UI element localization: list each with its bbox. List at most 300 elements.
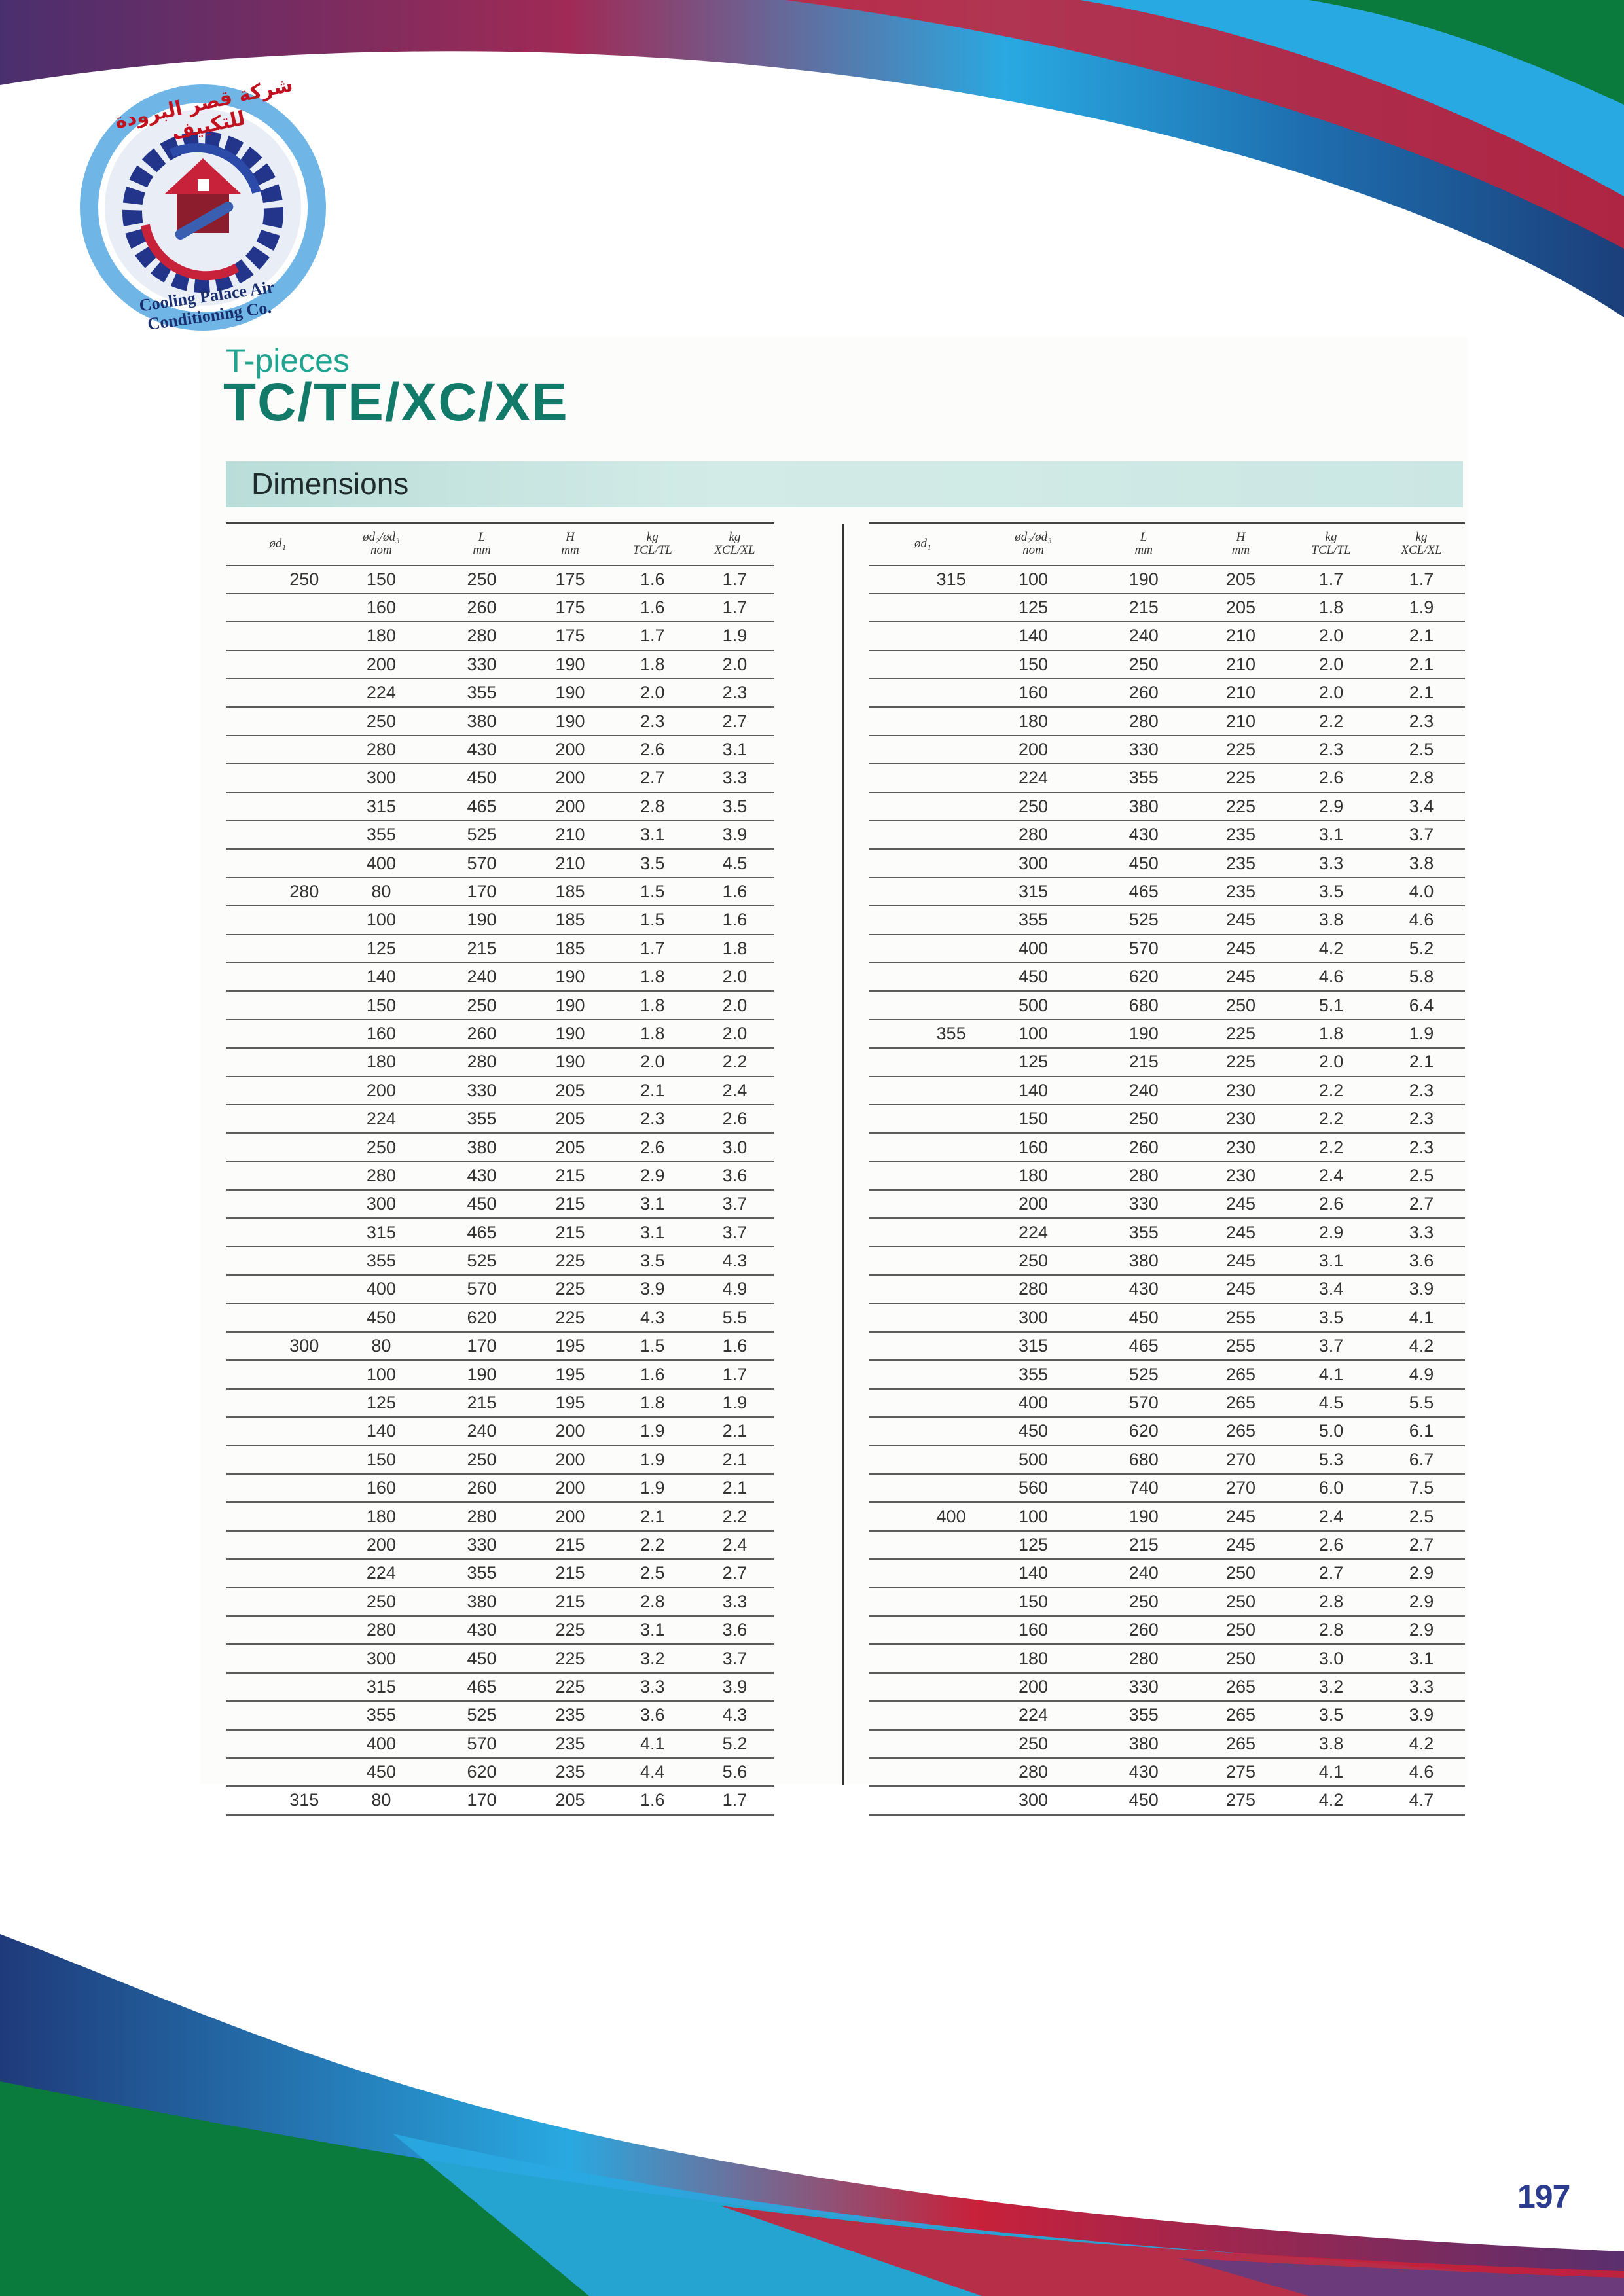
cell-d2-d3: 150 bbox=[977, 651, 1091, 679]
cell-kg-xcl: 2.3 bbox=[1378, 1077, 1465, 1105]
cell-H: 210 bbox=[1197, 622, 1284, 650]
cell-d2-d3: 160 bbox=[329, 1020, 433, 1048]
cell-d1 bbox=[869, 821, 977, 849]
header-kg-xcl: kg XCL/XL bbox=[695, 524, 774, 565]
cell-H: 205 bbox=[531, 1133, 610, 1161]
cell-d1 bbox=[869, 935, 977, 963]
table-row bbox=[226, 793, 774, 821]
cell-d1 bbox=[226, 906, 329, 934]
cell-kg-xcl: 1.7 bbox=[695, 594, 774, 622]
header-d2-d3: ød₂/ød₃ nom bbox=[329, 524, 433, 565]
table-row bbox=[869, 1332, 1465, 1360]
cell-kg-tcl: 3.5 bbox=[1284, 878, 1378, 906]
table-row bbox=[869, 1190, 1465, 1218]
cell-L: 465 bbox=[433, 1673, 531, 1701]
table-row bbox=[226, 1588, 774, 1616]
cell-H: 195 bbox=[531, 1332, 610, 1360]
cell-kg-tcl: 3.8 bbox=[1284, 906, 1378, 934]
cell-kg-xcl: 2.1 bbox=[1378, 1048, 1465, 1076]
table-row bbox=[226, 1673, 774, 1701]
cell-kg-tcl: 3.0 bbox=[1284, 1644, 1378, 1672]
cell-d1 bbox=[869, 1616, 977, 1644]
cell-kg-xcl: 1.6 bbox=[695, 906, 774, 934]
cell-kg-xcl: 3.7 bbox=[695, 1218, 774, 1246]
cell-H: 190 bbox=[531, 651, 610, 679]
cell-kg-tcl: 2.0 bbox=[610, 1048, 695, 1076]
cell-kg-tcl: 2.4 bbox=[1284, 1502, 1378, 1530]
cell-L: 450 bbox=[433, 1190, 531, 1218]
cell-L: 240 bbox=[1090, 1077, 1197, 1105]
table-row bbox=[869, 1673, 1465, 1701]
cell-d2-d3: 200 bbox=[977, 736, 1091, 764]
cell-d1 bbox=[869, 849, 977, 877]
table-row bbox=[226, 1446, 774, 1474]
table-row bbox=[226, 1332, 774, 1360]
cell-d1 bbox=[869, 1701, 977, 1729]
cell-kg-xcl: 3.7 bbox=[1378, 821, 1465, 849]
cell-H: 215 bbox=[531, 1531, 610, 1559]
cell-H: 175 bbox=[531, 622, 610, 650]
cell-kg-tcl: 1.8 bbox=[1284, 594, 1378, 622]
cell-L: 570 bbox=[1090, 1389, 1197, 1417]
cell-d2-d3: 250 bbox=[329, 707, 433, 735]
cell-d1 bbox=[869, 1786, 977, 1814]
cell-kg-xcl: 3.1 bbox=[695, 736, 774, 764]
cell-L: 260 bbox=[433, 594, 531, 622]
table-row bbox=[869, 821, 1465, 849]
cell-H: 215 bbox=[531, 1218, 610, 1246]
cell-kg-xcl: 1.7 bbox=[695, 1360, 774, 1388]
cell-L: 355 bbox=[1090, 764, 1197, 792]
cell-d1 bbox=[869, 679, 977, 707]
cell-kg-xcl: 3.3 bbox=[695, 1588, 774, 1616]
cell-d2-d3: 315 bbox=[329, 1218, 433, 1246]
cell-d2-d3: 150 bbox=[977, 1105, 1091, 1133]
cell-kg-tcl: 2.2 bbox=[1284, 1133, 1378, 1161]
cell-d1 bbox=[226, 821, 329, 849]
header-kg-tcl: kg TCL/TL bbox=[610, 524, 695, 565]
cell-d1 bbox=[869, 1474, 977, 1502]
cell-L: 380 bbox=[1090, 793, 1197, 821]
header-d1: ød₁ bbox=[226, 524, 329, 565]
cell-L: 430 bbox=[1090, 1758, 1197, 1786]
table-row bbox=[869, 1048, 1465, 1076]
cell-L: 620 bbox=[433, 1304, 531, 1332]
cell-H: 200 bbox=[531, 1474, 610, 1502]
cell-kg-tcl: 2.8 bbox=[610, 793, 695, 821]
cell-d1 bbox=[226, 1275, 329, 1303]
cell-kg-xcl: 2.4 bbox=[695, 1077, 774, 1105]
table-row bbox=[226, 991, 774, 1019]
cell-kg-tcl: 4.4 bbox=[610, 1758, 695, 1786]
cell-kg-xcl: 3.3 bbox=[1378, 1673, 1465, 1701]
cell-d2-d3: 500 bbox=[977, 991, 1091, 1019]
cell-H: 190 bbox=[531, 963, 610, 991]
table-row bbox=[869, 1644, 1465, 1672]
cell-d1 bbox=[226, 736, 329, 764]
cell-kg-xcl: 3.6 bbox=[1378, 1247, 1465, 1275]
cell-kg-tcl: 2.5 bbox=[610, 1559, 695, 1587]
header-d1: ød₁ bbox=[869, 524, 977, 565]
cell-L: 525 bbox=[433, 1701, 531, 1729]
cell-d1 bbox=[226, 594, 329, 622]
cell-H: 245 bbox=[1197, 935, 1284, 963]
cell-kg-tcl: 3.4 bbox=[1284, 1275, 1378, 1303]
cell-L: 260 bbox=[1090, 1133, 1197, 1161]
table-row bbox=[869, 1218, 1465, 1246]
cell-L: 570 bbox=[433, 1730, 531, 1758]
dimensions-table-left bbox=[226, 522, 774, 1816]
cell-kg-xcl: 2.1 bbox=[695, 1474, 774, 1502]
cell-kg-xcl: 4.3 bbox=[695, 1701, 774, 1729]
table-row bbox=[226, 1360, 774, 1388]
cell-d2-d3: 300 bbox=[977, 1786, 1091, 1814]
cell-kg-xcl: 5.8 bbox=[1378, 963, 1465, 991]
cell-L: 260 bbox=[433, 1020, 531, 1048]
table-row bbox=[869, 1020, 1465, 1048]
cell-H: 250 bbox=[1197, 1616, 1284, 1644]
cell-d2-d3: 160 bbox=[977, 1616, 1091, 1644]
cell-kg-tcl: 2.1 bbox=[610, 1077, 695, 1105]
cell-L: 250 bbox=[433, 565, 531, 594]
cell-kg-tcl: 1.6 bbox=[610, 594, 695, 622]
cell-kg-tcl: 2.8 bbox=[1284, 1616, 1378, 1644]
cell-kg-xcl: 4.9 bbox=[1378, 1360, 1465, 1388]
cell-kg-xcl: 2.7 bbox=[695, 707, 774, 735]
cell-kg-xcl: 4.5 bbox=[695, 849, 774, 877]
cell-kg-xcl: 4.2 bbox=[1378, 1730, 1465, 1758]
cell-L: 525 bbox=[433, 821, 531, 849]
cell-L: 620 bbox=[1090, 1417, 1197, 1445]
cell-d2-d3: 280 bbox=[977, 1758, 1091, 1786]
table-header-row bbox=[226, 524, 774, 565]
cell-d2-d3: 150 bbox=[329, 565, 433, 594]
cell-kg-tcl: 1.8 bbox=[610, 963, 695, 991]
table-row bbox=[226, 1162, 774, 1190]
table-row bbox=[226, 594, 774, 622]
cell-kg-tcl: 1.5 bbox=[610, 1332, 695, 1360]
cell-kg-xcl: 3.8 bbox=[1378, 849, 1465, 877]
cell-d2-d3: 180 bbox=[977, 1162, 1091, 1190]
cell-d1 bbox=[869, 1190, 977, 1218]
cell-H: 225 bbox=[531, 1616, 610, 1644]
cell-H: 250 bbox=[1197, 1559, 1284, 1587]
table-row bbox=[869, 1105, 1465, 1133]
cell-kg-tcl: 2.7 bbox=[610, 764, 695, 792]
cell-L: 570 bbox=[433, 1275, 531, 1303]
cell-d2-d3: 280 bbox=[329, 736, 433, 764]
table-row bbox=[226, 1275, 774, 1303]
cell-H: 225 bbox=[1197, 1048, 1284, 1076]
cell-L: 450 bbox=[1090, 849, 1197, 877]
cell-d1 bbox=[869, 906, 977, 934]
cell-H: 225 bbox=[531, 1644, 610, 1672]
cell-kg-tcl: 3.6 bbox=[610, 1701, 695, 1729]
cell-d1 bbox=[226, 963, 329, 991]
cell-d2-d3: 125 bbox=[329, 1389, 433, 1417]
cell-d2-d3: 200 bbox=[329, 651, 433, 679]
cell-kg-tcl: 1.8 bbox=[610, 651, 695, 679]
cell-d2-d3: 125 bbox=[329, 935, 433, 963]
cell-d2-d3: 250 bbox=[977, 1247, 1091, 1275]
cell-d2-d3: 280 bbox=[329, 1162, 433, 1190]
table-row bbox=[869, 1588, 1465, 1616]
cell-kg-tcl: 3.3 bbox=[1284, 849, 1378, 877]
table-row bbox=[226, 963, 774, 991]
cell-kg-xcl: 4.9 bbox=[695, 1275, 774, 1303]
cell-d1 bbox=[869, 1389, 977, 1417]
cell-d2-d3: 280 bbox=[977, 821, 1091, 849]
cell-d2-d3: 125 bbox=[977, 1048, 1091, 1076]
cell-L: 215 bbox=[1090, 594, 1197, 622]
cell-kg-tcl: 3.5 bbox=[1284, 1304, 1378, 1332]
table-row bbox=[869, 1730, 1465, 1758]
table-row bbox=[869, 1559, 1465, 1587]
cell-kg-tcl: 1.9 bbox=[610, 1446, 695, 1474]
cell-L: 570 bbox=[1090, 935, 1197, 963]
table-row bbox=[226, 565, 774, 594]
cell-H: 210 bbox=[1197, 679, 1284, 707]
cell-kg-tcl: 2.6 bbox=[610, 736, 695, 764]
cell-d1: 300 bbox=[226, 1332, 329, 1360]
cell-kg-xcl: 1.7 bbox=[695, 1786, 774, 1814]
header-L: L mm bbox=[1090, 524, 1197, 565]
cell-kg-xcl: 2.9 bbox=[1378, 1588, 1465, 1616]
cell-d1 bbox=[869, 1105, 977, 1133]
cell-H: 190 bbox=[531, 991, 610, 1019]
cell-L: 355 bbox=[433, 679, 531, 707]
cell-L: 250 bbox=[1090, 1588, 1197, 1616]
cell-kg-tcl: 3.7 bbox=[1284, 1332, 1378, 1360]
cell-d1 bbox=[869, 707, 977, 735]
cell-kg-tcl: 3.5 bbox=[610, 1247, 695, 1275]
cell-L: 525 bbox=[433, 1247, 531, 1275]
cell-kg-xcl: 3.9 bbox=[695, 821, 774, 849]
cell-d2-d3: 400 bbox=[329, 1275, 433, 1303]
cell-L: 250 bbox=[433, 991, 531, 1019]
cell-d2-d3: 300 bbox=[329, 764, 433, 792]
cell-kg-tcl: 1.8 bbox=[610, 991, 695, 1019]
cell-kg-tcl: 3.5 bbox=[610, 849, 695, 877]
cell-d2-d3: 200 bbox=[329, 1077, 433, 1105]
cell-kg-xcl: 1.6 bbox=[695, 878, 774, 906]
cell-d1 bbox=[226, 1673, 329, 1701]
cell-L: 280 bbox=[433, 1048, 531, 1076]
cell-L: 260 bbox=[1090, 679, 1197, 707]
cell-H: 265 bbox=[1197, 1417, 1284, 1445]
cell-L: 430 bbox=[433, 736, 531, 764]
cell-kg-tcl: 4.3 bbox=[610, 1304, 695, 1332]
cell-L: 190 bbox=[433, 906, 531, 934]
cell-d1 bbox=[869, 651, 977, 679]
table-row bbox=[226, 906, 774, 934]
dimensions-table-right bbox=[869, 522, 1465, 1816]
cell-L: 250 bbox=[1090, 651, 1197, 679]
cell-d1 bbox=[869, 1446, 977, 1474]
cell-d2-d3: 355 bbox=[329, 1701, 433, 1729]
cell-kg-xcl: 1.7 bbox=[695, 565, 774, 594]
cell-H: 175 bbox=[531, 594, 610, 622]
cell-L: 330 bbox=[433, 1531, 531, 1559]
table-row bbox=[226, 1417, 774, 1445]
table-row bbox=[869, 1389, 1465, 1417]
cell-H: 225 bbox=[1197, 736, 1284, 764]
cell-kg-xcl: 2.0 bbox=[695, 651, 774, 679]
cell-L: 380 bbox=[1090, 1247, 1197, 1275]
cell-d1 bbox=[226, 1218, 329, 1246]
cell-L: 260 bbox=[433, 1474, 531, 1502]
cell-H: 225 bbox=[1197, 764, 1284, 792]
cell-kg-tcl: 1.5 bbox=[610, 878, 695, 906]
cell-kg-tcl: 1.7 bbox=[610, 935, 695, 963]
cell-d1 bbox=[226, 1162, 329, 1190]
cell-kg-xcl: 2.3 bbox=[1378, 707, 1465, 735]
cell-H: 230 bbox=[1197, 1105, 1284, 1133]
cell-kg-tcl: 2.0 bbox=[1284, 651, 1378, 679]
page-title: TC/TE/XC/XE bbox=[223, 372, 569, 432]
cell-d2-d3: 200 bbox=[977, 1673, 1091, 1701]
cell-d2-d3: 450 bbox=[329, 1758, 433, 1786]
table-row bbox=[226, 1247, 774, 1275]
cell-d2-d3: 500 bbox=[977, 1446, 1091, 1474]
cell-d1 bbox=[869, 1417, 977, 1445]
cell-d2-d3: 200 bbox=[329, 1531, 433, 1559]
cell-H: 265 bbox=[1197, 1360, 1284, 1388]
cell-d2-d3: 450 bbox=[329, 1304, 433, 1332]
cell-H: 200 bbox=[531, 1502, 610, 1530]
table-row bbox=[226, 935, 774, 963]
cell-kg-xcl: 3.9 bbox=[695, 1673, 774, 1701]
cell-H: 190 bbox=[531, 1048, 610, 1076]
cell-d2-d3: 400 bbox=[977, 1389, 1091, 1417]
cell-H: 235 bbox=[531, 1730, 610, 1758]
cell-d1 bbox=[869, 1275, 977, 1303]
cell-d2-d3: 400 bbox=[329, 1730, 433, 1758]
cell-L: 190 bbox=[1090, 565, 1197, 594]
cell-d2-d3: 560 bbox=[977, 1474, 1091, 1502]
table-row bbox=[226, 821, 774, 849]
cell-L: 170 bbox=[433, 878, 531, 906]
cell-d1 bbox=[226, 1616, 329, 1644]
cell-kg-tcl: 2.0 bbox=[610, 679, 695, 707]
cell-d1 bbox=[869, 1162, 977, 1190]
cell-H: 235 bbox=[1197, 849, 1284, 877]
cell-kg-tcl: 2.9 bbox=[610, 1162, 695, 1190]
cell-d2-d3: 80 bbox=[329, 1786, 433, 1814]
cell-H: 190 bbox=[531, 1020, 610, 1048]
cell-H: 255 bbox=[1197, 1304, 1284, 1332]
cell-H: 210 bbox=[1197, 707, 1284, 735]
table-row bbox=[869, 1446, 1465, 1474]
cell-d1 bbox=[869, 1559, 977, 1587]
cell-H: 175 bbox=[531, 565, 610, 594]
cell-kg-tcl: 2.6 bbox=[1284, 764, 1378, 792]
cell-H: 205 bbox=[531, 1077, 610, 1105]
cell-H: 205 bbox=[531, 1105, 610, 1133]
cell-d2-d3: 160 bbox=[329, 594, 433, 622]
table-row bbox=[869, 565, 1465, 594]
cell-L: 450 bbox=[433, 1644, 531, 1672]
bottom-wave-decoration bbox=[0, 1918, 1624, 2296]
cell-kg-tcl: 2.9 bbox=[1284, 1218, 1378, 1246]
cell-H: 230 bbox=[1197, 1162, 1284, 1190]
cell-H: 250 bbox=[1197, 991, 1284, 1019]
cell-kg-xcl: 2.9 bbox=[1378, 1616, 1465, 1644]
cell-d1 bbox=[226, 1644, 329, 1672]
cell-d1 bbox=[869, 622, 977, 650]
cell-d1 bbox=[869, 1247, 977, 1275]
cell-kg-tcl: 4.5 bbox=[1284, 1389, 1378, 1417]
cell-kg-tcl: 4.1 bbox=[1284, 1360, 1378, 1388]
cell-d2-d3: 224 bbox=[329, 679, 433, 707]
cell-kg-tcl: 4.2 bbox=[1284, 1786, 1378, 1814]
cell-kg-tcl: 5.1 bbox=[1284, 991, 1378, 1019]
cell-H: 245 bbox=[1197, 1531, 1284, 1559]
table-row bbox=[226, 1020, 774, 1048]
cell-L: 430 bbox=[1090, 1275, 1197, 1303]
cell-d1 bbox=[226, 1758, 329, 1786]
cell-H: 190 bbox=[531, 707, 610, 735]
table-row bbox=[869, 707, 1465, 735]
cell-kg-xcl: 2.1 bbox=[695, 1417, 774, 1445]
cell-d1 bbox=[869, 1588, 977, 1616]
cell-kg-tcl: 4.1 bbox=[1284, 1758, 1378, 1786]
cell-H: 185 bbox=[531, 935, 610, 963]
cell-H: 270 bbox=[1197, 1474, 1284, 1502]
cell-L: 380 bbox=[433, 707, 531, 735]
cell-d2-d3: 300 bbox=[977, 1304, 1091, 1332]
cell-H: 235 bbox=[1197, 821, 1284, 849]
cell-d1 bbox=[869, 736, 977, 764]
left-table-body bbox=[226, 565, 774, 1815]
cell-kg-tcl: 3.2 bbox=[1284, 1673, 1378, 1701]
cell-kg-xcl: 3.5 bbox=[695, 793, 774, 821]
cell-L: 215 bbox=[433, 1389, 531, 1417]
cell-L: 465 bbox=[433, 1218, 531, 1246]
cell-kg-tcl: 4.2 bbox=[1284, 935, 1378, 963]
cell-kg-xcl: 3.0 bbox=[695, 1133, 774, 1161]
cell-kg-xcl: 3.4 bbox=[1378, 793, 1465, 821]
cell-d2-d3: 140 bbox=[329, 1417, 433, 1445]
cell-H: 215 bbox=[531, 1588, 610, 1616]
table-row bbox=[226, 707, 774, 735]
cell-d1 bbox=[226, 1360, 329, 1388]
table-row bbox=[226, 1644, 774, 1672]
cell-d2-d3: 150 bbox=[329, 991, 433, 1019]
table-row bbox=[869, 1247, 1465, 1275]
cell-d1 bbox=[226, 1190, 329, 1218]
cell-kg-xcl: 3.9 bbox=[1378, 1275, 1465, 1303]
cell-kg-tcl: 2.1 bbox=[610, 1502, 695, 1530]
cell-d2-d3: 150 bbox=[977, 1588, 1091, 1616]
cell-kg-xcl: 2.5 bbox=[1378, 736, 1465, 764]
cell-L: 330 bbox=[1090, 1673, 1197, 1701]
cell-kg-tcl: 3.2 bbox=[610, 1644, 695, 1672]
table-row bbox=[869, 764, 1465, 792]
table-row bbox=[869, 793, 1465, 821]
cell-kg-tcl: 2.8 bbox=[1284, 1588, 1378, 1616]
cell-L: 280 bbox=[433, 1502, 531, 1530]
table-row bbox=[226, 1190, 774, 1218]
cell-L: 280 bbox=[1090, 1162, 1197, 1190]
table-row bbox=[226, 849, 774, 877]
table-row bbox=[226, 679, 774, 707]
cell-H: 265 bbox=[1197, 1673, 1284, 1701]
cell-kg-xcl: 2.0 bbox=[695, 963, 774, 991]
cell-kg-xcl: 2.1 bbox=[695, 1446, 774, 1474]
table-row bbox=[226, 1133, 774, 1161]
cell-H: 250 bbox=[1197, 1588, 1284, 1616]
